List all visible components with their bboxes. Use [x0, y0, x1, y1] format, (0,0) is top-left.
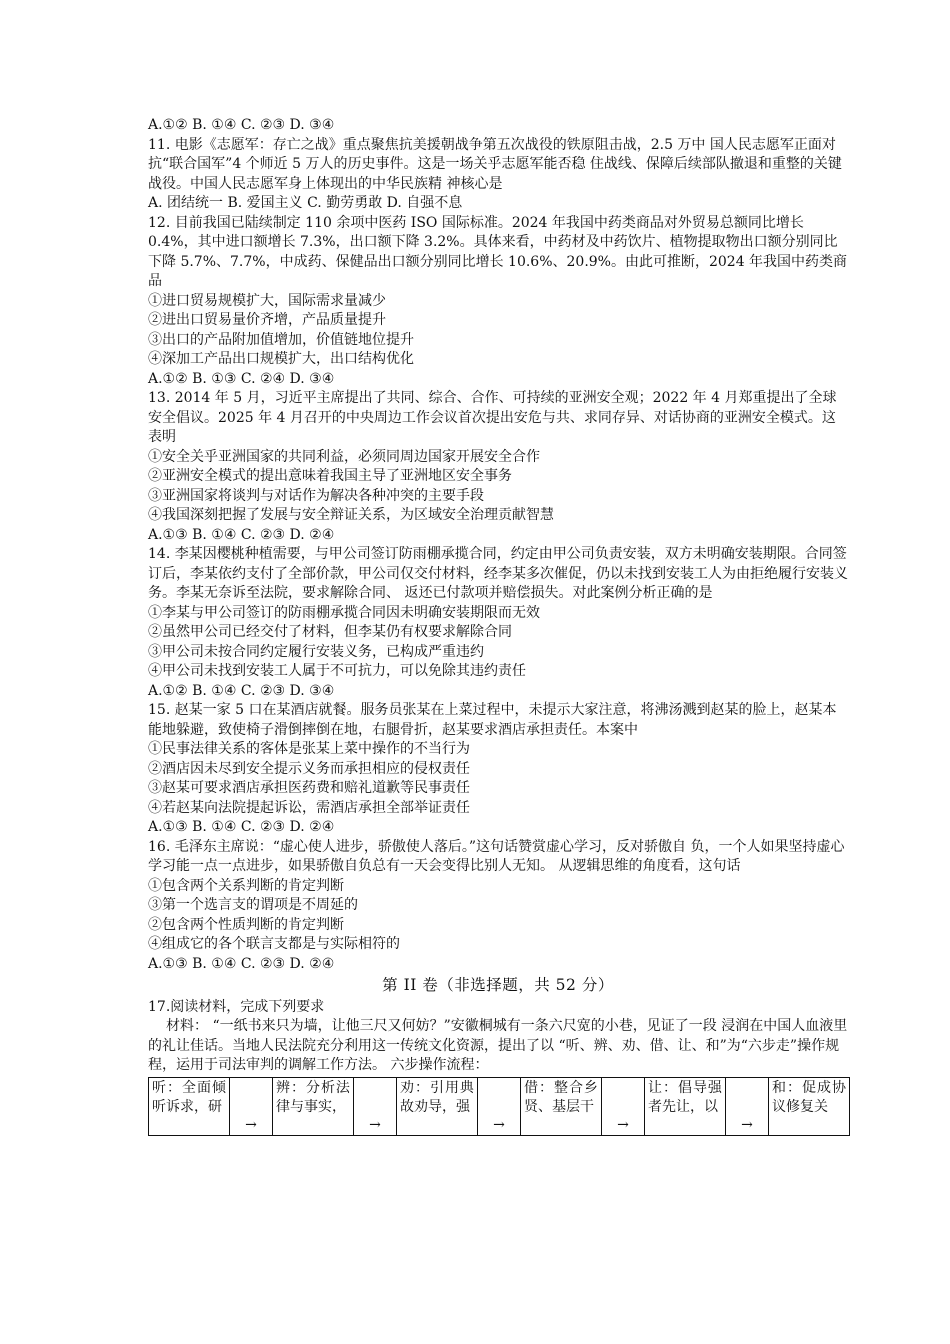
q16-options: A.①③ B. ①④ C. ②③ D. ②④: [148, 955, 335, 972]
q14-item: ③甲公司未按合同约定履行安装义务，已构成严重违约: [148, 643, 484, 660]
q15-item: ②酒店因未尽到安全提示义务而承担相应的侵权责任: [148, 760, 470, 777]
q15-options: A.①③ B. ①④ C. ②③ D. ②④: [148, 819, 335, 835]
arrow-right-icon: →: [725, 1077, 768, 1135]
q13-item: ④我国深刻把握了发展与安全辩证关系，为区域安全治理贡献智慧: [148, 507, 554, 523]
q12-item: ②进出口贸易量价齐增，产品质量提升: [148, 312, 386, 328]
flow-step: 劝：引用典故劝导，强: [397, 1077, 478, 1135]
q17-material: 材料： “一纸书来只为墙，让他三尺又何妨？”安徽桐城有一条六尺宽的小巷，见证了一段 浸润在中国人血液里的礼让佳话。当地人民法院充分利用这一传统文化资源，提出了以 “听、辨、劝、借、让、和”为“六步走”操作规程，运用于司法审判的调解工作方法。 六步操作流程：: [148, 1018, 848, 1073]
q14-item: ②虽然甲公司已经交付了材料，但李某仍有权要求解除合同: [148, 624, 512, 640]
q16-item: ①包含两个关系判断的肯定判断: [148, 877, 344, 894]
question-12: [148, 214, 848, 390]
arrow-right-icon: →: [353, 1077, 396, 1135]
question-11: [148, 136, 848, 214]
question-14: [148, 545, 848, 701]
exam-page: [148, 116, 848, 1136]
arrow-right-icon: →: [601, 1077, 644, 1135]
q13-item: ①安全关乎亚洲国家的共同利益，必须同周边国家开展安全合作: [148, 448, 540, 465]
flow-step: 借：整合乡贤、基层干: [521, 1077, 602, 1135]
q15-stem: 15. 赵某一家 5 口在某酒店就餐。服务员张某在上菜过程中，未提示大家注意，将沸汤溅到赵某的脸上，赵某本能地躲避，致使椅子滑倒摔倒在地，右腿骨折，赵某要求酒店承担责任。本案中: [148, 702, 837, 738]
q16-item: ④组成它的各个联言支都是与实际相符的: [148, 936, 400, 952]
q16-stem: 16. 毛泽东主席说：“虚心使人进步，骄傲使人落后。”这句话赞赏虚心学习，反对骄傲自 负，一个人如果坚持虚心学习能一点一点进步，如果骄傲自负总有一天会变得比别人无知。 从逻辑思维的角度看，这句话: [148, 838, 845, 874]
question-17: [148, 998, 848, 1136]
q13-options: A.①③ B. ①④ C. ②③ D. ②④: [148, 526, 335, 543]
q11-stem: 11. 电影《志愿军：存亡之战》重点聚焦抗美援朝战争第五次战役的铁原阻击战，2.5 万中 国人民志愿军正面对抗“联合国军”4 个师近 5 万人的历史事件。这是一场关乎志愿军能否稳 住战线、保障后续部队撤退和重整的关键战役。中国人民志愿军身上体现出的中华民族精 神核心是: [148, 136, 842, 192]
q11-options: A. 团结统一 B. 爱国主义 C. 勤劳勇敢 D. 自强不息: [148, 195, 463, 211]
question-13: [148, 389, 848, 545]
arrow-right-icon: →: [477, 1077, 520, 1135]
q12-item: ④深加工产品出口规模扩大，出口结构优化: [148, 351, 414, 367]
q14-item: ①李某与甲公司签订的防雨棚承揽合同因未明确安装期限而无效: [148, 604, 540, 621]
q12-item: ①进口贸易规模扩大，国际需求量减少: [148, 292, 386, 309]
q16-item: ③第一个选言支的谓项是不周延的: [148, 897, 358, 913]
flow-step: 和：促成协议修复关: [769, 1077, 850, 1135]
q14-options: A.①② B. ①④ C. ②③ D. ③④: [148, 682, 335, 699]
q13-item: ③亚洲国家将谈判与对话作为解决各种冲突的主要手段: [148, 487, 484, 504]
q16-item: ②包含两个性质判断的肯定判断: [148, 916, 344, 933]
q13-stem: 13. 2014 年 5 月，习近平主席提出了共同、综合、合作、可持续的亚洲安全观；2022 年 4 月郑重提出了全球安全倡议。2025 年 4 月召开的中央周边工作会议首次提出安危与共、求同存异、对话协商的亚洲安全模式。这表明: [148, 390, 837, 445]
flow-step: 听：全面倾听诉求，研: [149, 1077, 230, 1135]
question-15: [148, 701, 848, 838]
flow-step: 辨：分析法律与事实，: [273, 1077, 354, 1135]
q15-item: ①民事法律关系的客体是张某上菜中操作的不当行为: [148, 741, 470, 757]
question-16: [148, 838, 848, 975]
section-2-title: 第 II 卷（非选择题，共 52 分）: [382, 976, 614, 994]
q14-item: ④甲公司未找到安装工人属于不可抗力，可以免除其违约责任: [148, 663, 526, 679]
q15-item: ③赵某可要求酒店承担医药费和赔礼道歉等民事责任: [148, 780, 470, 796]
q17-heading: 17.阅读材料，完成下列要求: [148, 998, 325, 1015]
q12-item: ③出口的产品附加值增加，价值链地位提升: [148, 331, 414, 348]
q10-options: A.①② B. ①④ C. ②③ D. ③④: [148, 117, 335, 133]
q12-stem: 12. 目前我国已陆续制定 110 余项中医药 ISO 国际标准。2024 年我国中药类商品对外贸易总额同比增长 0.4%，其中进口额增长 7.3%，出口额下降 3.2%。具体来看，中药材及中药饮片、植物提取物出口额分别同比下降 5.7%、7.7%，中成药、保健品出口额分别同比增长 10.6%、20.9%。由此可推断，2024 年我国中药类商品: [148, 214, 848, 289]
q12-options: A.①② B. ①③ C. ②④ D. ③④: [148, 370, 335, 387]
q15-item: ④若赵某向法院提起诉讼，需酒店承担全部举证责任: [148, 799, 470, 816]
q13-item: ②亚洲安全模式的提出意味着我国主导了亚洲地区安全事务: [148, 468, 512, 484]
q14-stem: 14. 李某因樱桃种植需要，与甲公司签订防雨棚承揽合同，约定由甲公司负责安装，双方未明确安装期限。合同签订后，李某依约支付了全部价款，甲公司仅交付材料，经李某多次催促，仍以未找到安装工人为由拒绝履行安装义务。李某无奈诉至法院，要求解除合同、 返还已付款项并赔偿损失。对此案例分析正确的是: [148, 546, 848, 601]
arrow-right-icon: →: [229, 1077, 272, 1135]
six-step-flow-table: [148, 1077, 850, 1136]
flow-step: 让：倡导强者先让，以: [645, 1077, 726, 1135]
